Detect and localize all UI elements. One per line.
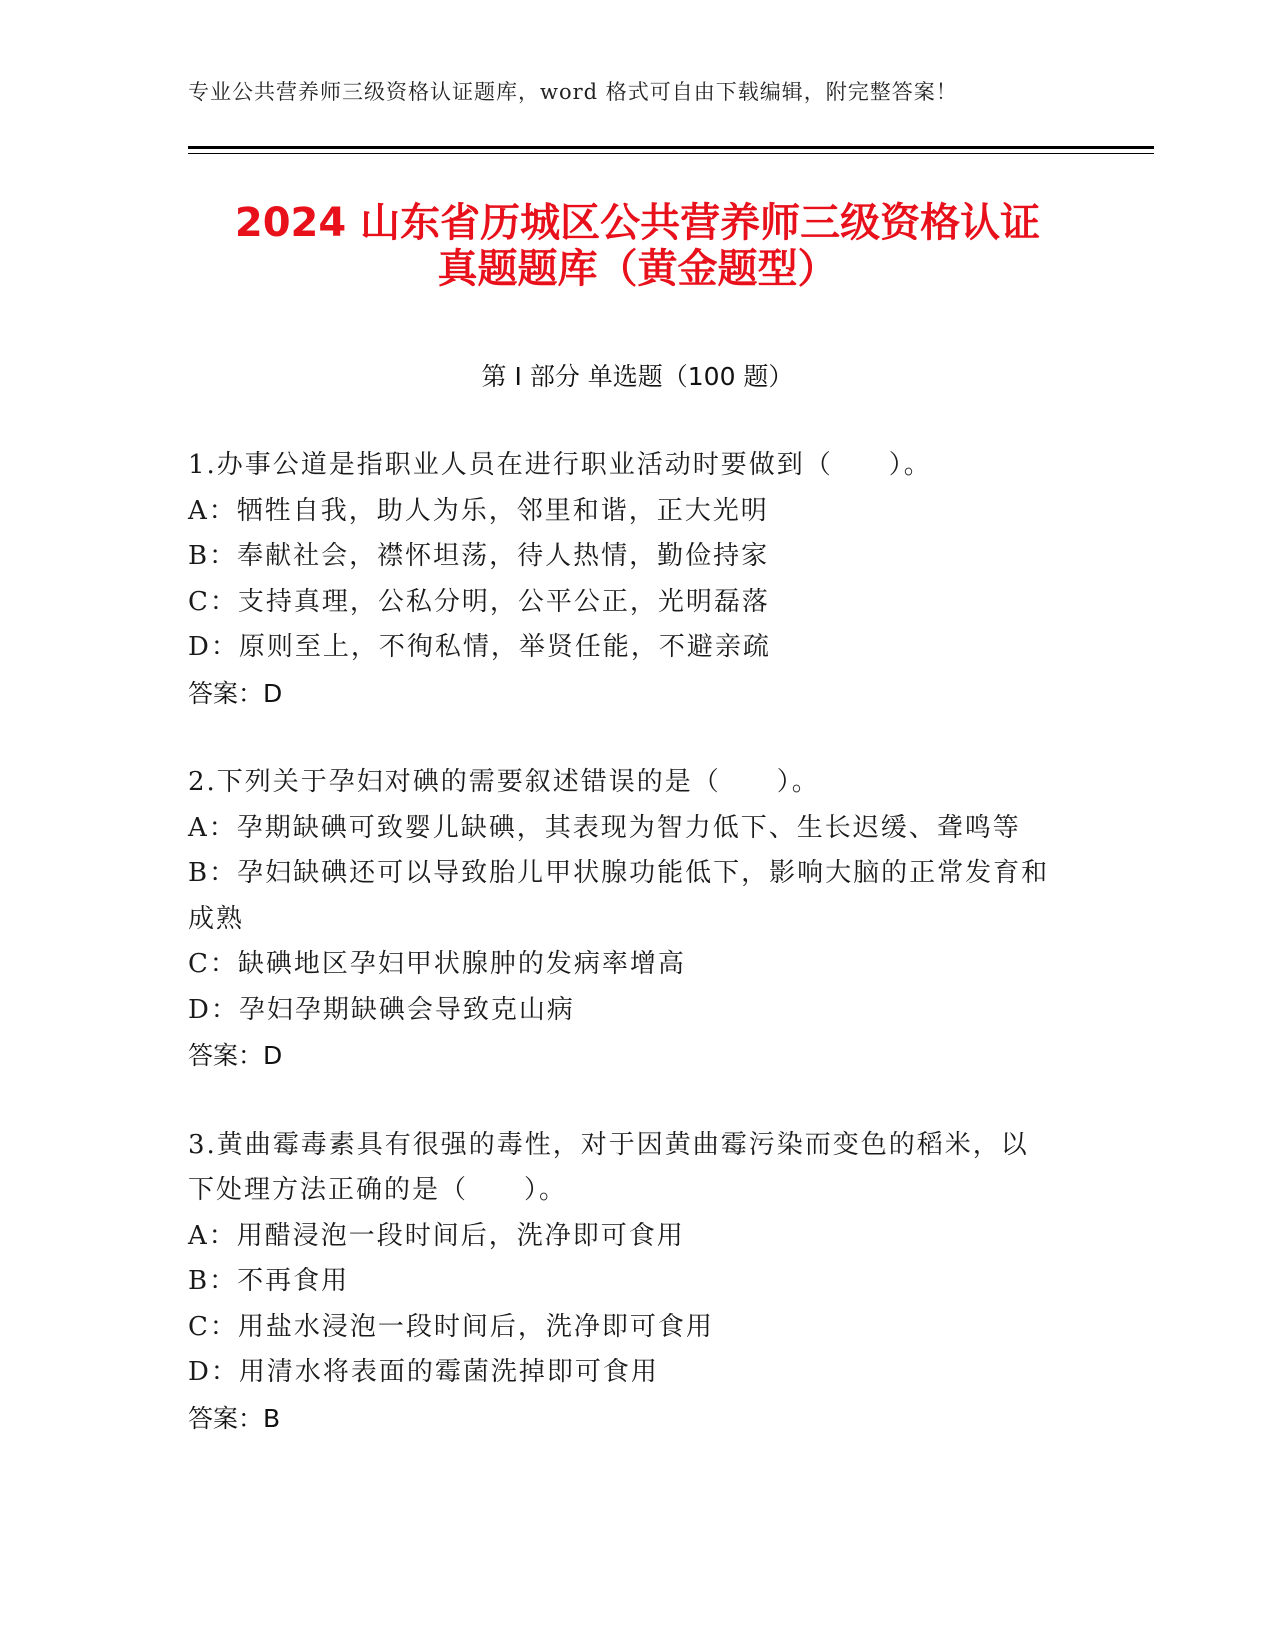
option-a: A：孕期缺碘可致婴儿缺碘，其表现为智力低下、生长迟缓、聋鸣等 [188,812,1021,843]
header-rule-thick [188,146,1154,149]
option-d: D：原则至上，不徇私情，举贤任能，不避亲疏 [188,632,771,662]
answer: 答案：B [188,1403,281,1433]
question-stem: 1.办事公道是指职业人员在进行职业活动时要做到（ ）。 [188,450,932,480]
question-1 [188,443,1088,716]
option-b: B：不再食用 [188,1266,350,1296]
question-stem-continued: 下处理方法正确的是（ ）。 [188,1175,568,1205]
option-c: C：缺碘地区孕妇甲状腺肿的发病率增高 [188,949,686,979]
option-d: D：用清水将表面的霉菌洗掉即可食用 [188,1357,659,1387]
document-title [150,200,1125,292]
document-title-line-1: 2024 山东省历城区公共营养师三级资格认证 [234,200,1041,246]
section-title: 第 I 部分 单选题（100 题） [481,362,794,391]
document-title-line-2: 真题题库（黄金题型） [437,246,838,292]
answer: 答案：D [188,1041,283,1070]
question-stem: 3.黄曲霉毒素具有很强的毒性，对于因黄曲霉污染而变色的稻米，以 [188,1129,1029,1160]
question-2 [188,760,1088,1079]
option-b: B：孕妇缺碘还可以导致胎儿甲状腺功能低下，影响大脑的正常发育和 [188,858,1050,888]
question-stem: 2.下列关于孕妇对碘的需要叙述错误的是（ ）。 [188,767,820,797]
option-b: B：奉献社会，襟怀坦荡，待人热情，勤俭持家 [188,541,770,571]
option-c: C：用盐水浸泡一段时间后，洗净即可食用 [188,1311,714,1342]
header-rule-thin [188,153,1154,154]
header-note: 专业公共营养师三级资格认证题库，word 格式可自由下载编辑，附完整答案！ [188,80,958,104]
answer: 答案：D [188,678,283,708]
question-list [188,443,1088,1485]
option-a: A：用醋浸泡一段时间后，洗净即可食用 [188,1220,685,1251]
question-3 [188,1123,1088,1442]
option-c: C：支持真理，公私分明，公平公正，光明磊落 [188,586,770,617]
option-d: D：孕妇孕期缺碘会导致克山病 [188,994,575,1025]
option-b-continued: 成熟 [188,903,245,934]
option-a: A：牺牲自我，助人为乐，邻里和谐，正大光明 [188,495,769,526]
